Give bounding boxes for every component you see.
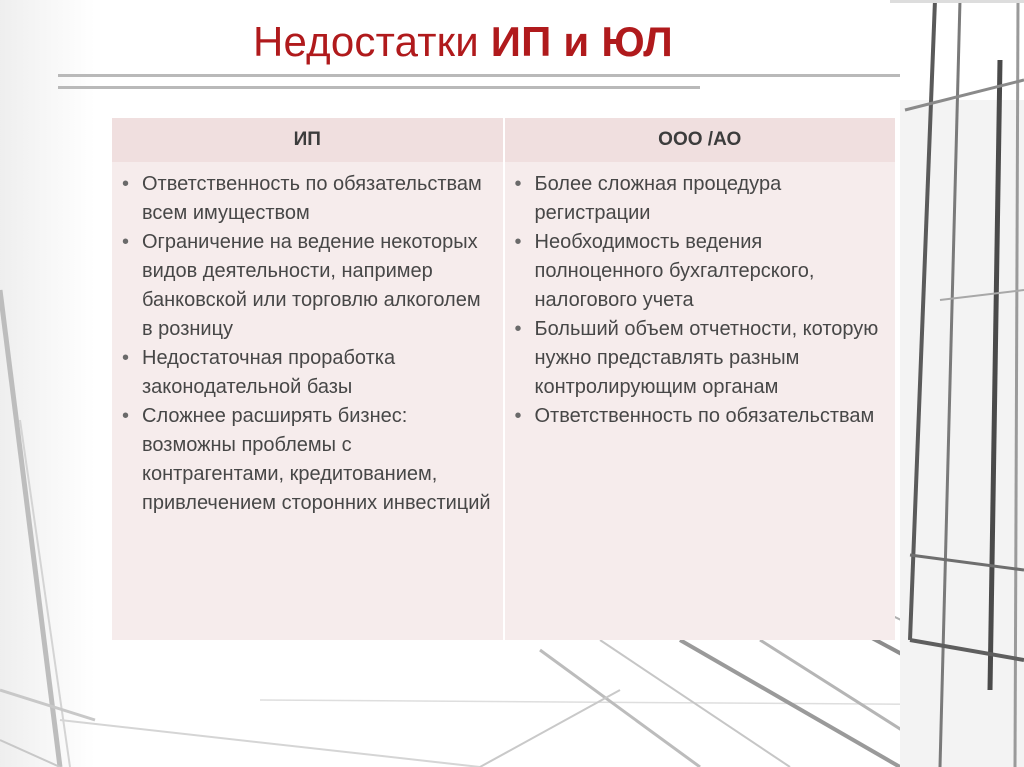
column-ip: [112, 162, 504, 640]
title-prefix: Недостатки: [253, 18, 491, 65]
list-item: • Больший объем отчетности, которую нужно представлять разным контролирующим органам: [513, 315, 888, 402]
list-item: • Сложнее расширять бизнес: возможны проблемы с контрагентами, кредитованием, привлечением сторонних инвестиций: [120, 402, 495, 518]
title-emphasis: ИП и ЮЛ: [490, 18, 673, 65]
list-item: • Ответственность по обязательствам всем имуществом: [120, 170, 495, 228]
list-item: • Более сложная процедура регистрации: [513, 170, 888, 228]
table-body-row: [112, 162, 895, 640]
ip-disadvantages-list: [120, 170, 495, 518]
ooo-ao-disadvantages-list: [513, 170, 888, 431]
list-item: • Ответственность по обязательствам: [513, 402, 888, 431]
list-item: • Необходимость ведения полноценного бухгалтерского, налогового учета: [513, 228, 888, 315]
list-item: • Ограничение на ведение некоторых видов деятельности, например банковской или торговлю алкоголем в розницу: [120, 228, 495, 344]
list-item: • Недостаточная проработка законодательной базы: [120, 344, 495, 402]
column-ooo-ao: [504, 162, 896, 640]
title-divider-top: [58, 74, 900, 77]
table-header-row: [112, 118, 895, 162]
slide-title: [253, 18, 673, 66]
title-divider-bottom: [58, 86, 700, 89]
comparison-table: [112, 118, 895, 640]
header-ip: ИП: [112, 118, 504, 162]
header-ooo-ao: ООО /АО: [504, 118, 896, 162]
